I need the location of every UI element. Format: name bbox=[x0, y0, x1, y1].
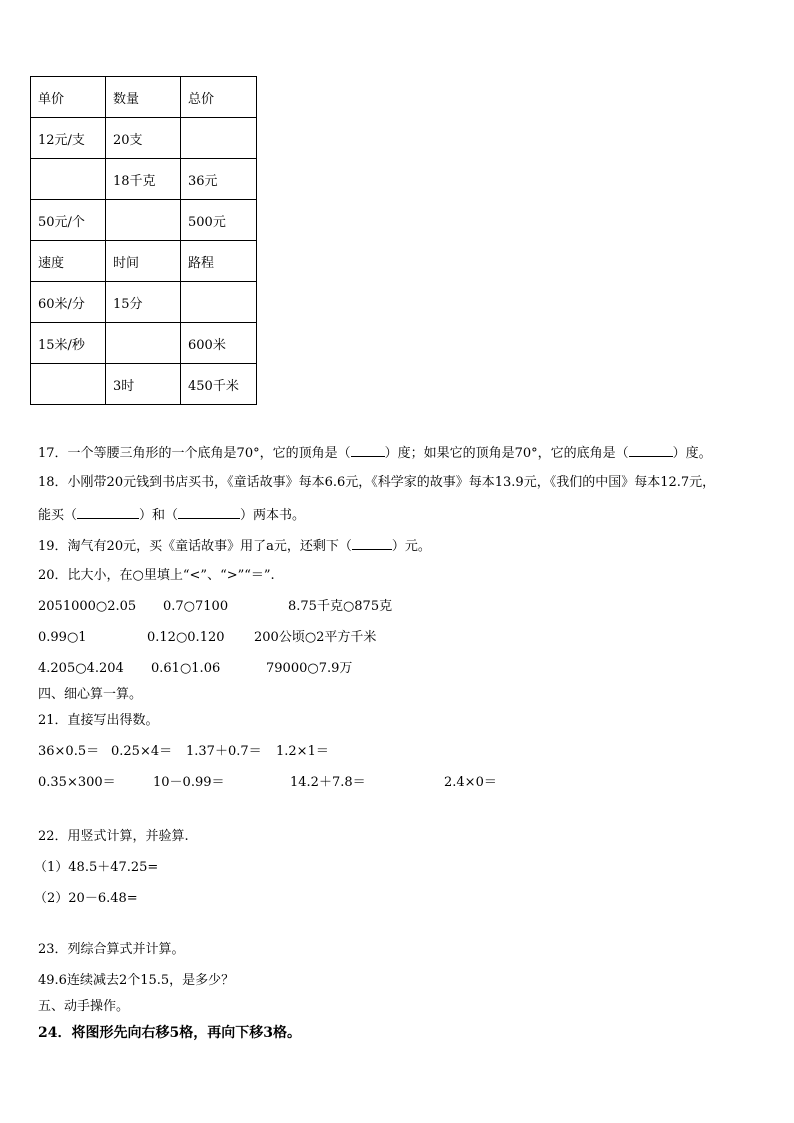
table-cell: 时间 bbox=[106, 241, 181, 282]
table-row bbox=[31, 200, 257, 241]
table-cell: 单价 bbox=[31, 77, 106, 118]
table-row bbox=[31, 364, 257, 405]
table-row bbox=[31, 77, 257, 118]
q20-item: 79000○7.9万 bbox=[266, 661, 353, 676]
table-cell bbox=[106, 323, 181, 364]
q18-mid: ）和（ bbox=[139, 508, 179, 523]
q17-suffix: ）度。 bbox=[672, 446, 712, 461]
table-cell: 36元 bbox=[181, 159, 257, 200]
q21-item: 1.2×1＝ bbox=[276, 744, 329, 759]
table-cell bbox=[31, 364, 106, 405]
table-cell bbox=[31, 159, 106, 200]
q19-prefix: 19．淘气有20元，买《童话故事》用了a元，还剩下（ bbox=[38, 539, 352, 554]
table-row bbox=[31, 159, 257, 200]
table-row bbox=[31, 118, 257, 159]
table-cell: 3时 bbox=[106, 364, 181, 405]
table-cell: 15分 bbox=[106, 282, 181, 323]
table-cell: 速度 bbox=[31, 241, 106, 282]
table-cell: 500元 bbox=[181, 200, 257, 241]
table-cell: 18千克 bbox=[106, 159, 181, 200]
q19-answer-blank[interactable] bbox=[352, 537, 392, 550]
unit-price-speed-table bbox=[30, 76, 257, 405]
q21-item: 2.4×0＝ bbox=[444, 775, 497, 790]
table-cell: 20支 bbox=[106, 118, 181, 159]
table-cell: 600米 bbox=[181, 323, 257, 364]
q18-suffix: ）两本书。 bbox=[240, 508, 306, 523]
q20-item: 2051000○2.05 bbox=[38, 599, 137, 614]
table-cell: 15米/秒 bbox=[31, 323, 106, 364]
table-cell: 450千米 bbox=[181, 364, 257, 405]
q22-item-1: （1）48.5＋47.25= bbox=[34, 860, 159, 875]
q20-item: 4.205○4.204 bbox=[38, 661, 124, 676]
table-cell: 数量 bbox=[106, 77, 181, 118]
question-18-line-1: 18．小刚带20元钱到书店买书，《童话故事》每本6.6元，《科学家的故事》每本13.9元，《我们的中国》每本12.7元， bbox=[38, 475, 716, 490]
q22-item-2: （2）20－6.48= bbox=[34, 891, 138, 906]
table-cell: 总价 bbox=[181, 77, 257, 118]
q17-mid: ）度；如果它的顶角是70°，它的底角是（ bbox=[384, 446, 629, 461]
question-19 bbox=[38, 537, 431, 555]
q21-item: 10－0.99＝ bbox=[153, 775, 225, 790]
q20-item: 0.7○7100 bbox=[163, 599, 229, 614]
question-20-title: 20．比大小，在○里填上“<”、“>”“＝”. bbox=[38, 568, 275, 583]
q20-item: 200公顷○2平方千米 bbox=[254, 630, 377, 645]
q17-answer-blank-1[interactable] bbox=[351, 444, 385, 457]
table-row bbox=[31, 282, 257, 323]
q18-answer-blank-2[interactable] bbox=[178, 506, 240, 519]
table-row bbox=[31, 323, 257, 364]
q21-item: 36×0.5＝ bbox=[38, 744, 100, 759]
section-4-heading: 四、细心算一算。 bbox=[38, 687, 143, 702]
question-17 bbox=[38, 444, 712, 462]
q18-prefix: 能买（ bbox=[38, 508, 78, 523]
q21-item: 14.2＋7.8＝ bbox=[290, 775, 366, 790]
question-22-title: 22．用竖式计算，并验算. bbox=[38, 829, 189, 844]
q20-item: 8.75千克○875克 bbox=[288, 599, 393, 614]
section-5-heading: 五、动手操作。 bbox=[38, 999, 130, 1014]
q19-suffix: ）元。 bbox=[391, 539, 431, 554]
q17-prefix: 17．一个等腰三角形的一个底角是70°，它的顶角是（ bbox=[38, 446, 351, 461]
table-cell bbox=[181, 118, 257, 159]
table-cell: 路程 bbox=[181, 241, 257, 282]
table-cell bbox=[181, 282, 257, 323]
table-cell bbox=[106, 200, 181, 241]
table-cell: 50元/个 bbox=[31, 200, 106, 241]
question-23-title: 23．列综合算式并计算。 bbox=[38, 942, 185, 957]
q20-item: 0.61○1.06 bbox=[151, 661, 221, 676]
q21-item: 0.35×300＝ bbox=[38, 775, 116, 790]
q20-item: 0.12○0.120 bbox=[147, 630, 225, 645]
q18-answer-blank-1[interactable] bbox=[77, 506, 139, 519]
q17-answer-blank-2[interactable] bbox=[629, 444, 673, 457]
question-21-title: 21．直接写出得数。 bbox=[38, 713, 159, 728]
question-18-line-2 bbox=[38, 506, 305, 524]
table-row bbox=[31, 241, 257, 282]
q21-item: 0.25×4＝ bbox=[111, 744, 173, 759]
table-cell: 60米/分 bbox=[31, 282, 106, 323]
q20-item: 0.99○1 bbox=[38, 630, 87, 645]
q21-item: 1.37＋0.7＝ bbox=[186, 744, 262, 759]
table-cell: 12元/支 bbox=[31, 118, 106, 159]
q23-body: 49.6连续减去2个15.5，是多少？ bbox=[38, 973, 235, 988]
question-24: 24．将图形先向右移5格，再向下移3格。 bbox=[38, 1025, 301, 1041]
